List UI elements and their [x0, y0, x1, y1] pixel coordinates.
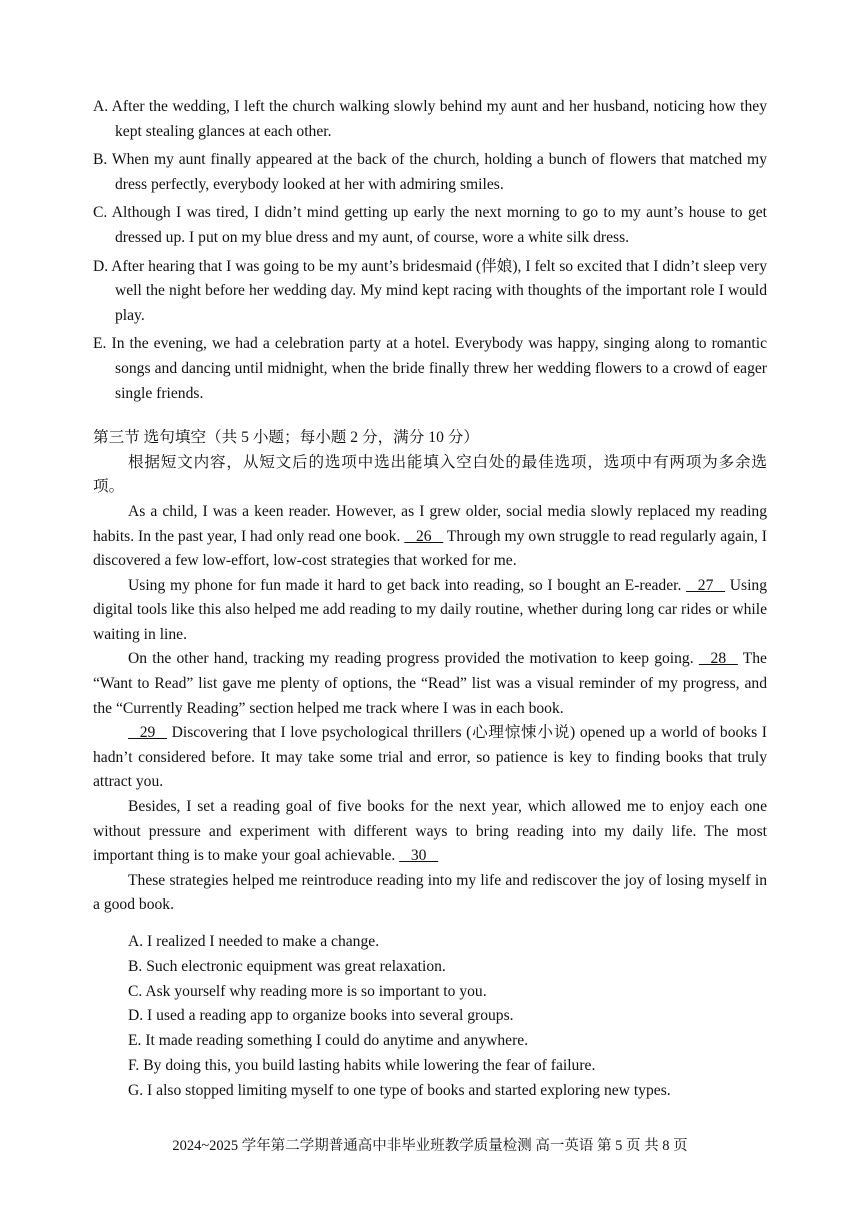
passage-paragraph-2: Using my phone for fun made it hard to get back into reading, so I bought an E-reader. 27 Using digital tools like this also helped me add reading to my daily routine, whether during long car rides or while waiting in line.	[93, 574, 767, 648]
previous-options	[93, 95, 767, 406]
section-instruction: 根据短文内容，从短文后的选项中选出能填入空白处的最佳选项，选项中有两项为多余选项。	[93, 453, 767, 496]
option-f: F. By doing this, you build lasting habits while lowering the fear of failure.	[128, 1056, 596, 1074]
previous-option-e: E. In the evening, we had a celebration party at a hotel. Everybody was happy, singing along to romantic songs and dancing until midnight, when the bride finally threw her wedding flowers to a crowd of eager single friends.	[93, 335, 767, 402]
previous-option-a: A. After the wedding, I left the church walking slowly behind my aunt and her husband, noticing how they kept stealing glances at each other.	[93, 98, 767, 140]
previous-option-c: C. Although I was tired, I didn’t mind getting up early the next morning to go to my aunt’s house to get dressed up. I put on my blue dress and my aunt, of course, wore a white silk dress.	[93, 204, 767, 246]
option-b: B. Such electronic equipment was great relaxation.	[128, 957, 446, 975]
page-content	[93, 95, 767, 1103]
passage-paragraph-4: 29 Discovering that I love psychological thrillers (心理惊悚小说) opened up a world of books I hadn’t considered before. It may take some trial and error, so patience is key to finding books that truly attract you.	[93, 721, 767, 795]
previous-option-d: D. After hearing that I was going to be my aunt’s bridesmaid (伴娘), I felt so excited that I didn’t sleep very well the night before her wedding day. My mind kept racing with thoughts of the important role I would play.	[93, 257, 767, 324]
option-a: A. I realized I needed to make a change.	[128, 933, 380, 950]
option-e: E. It made reading something I could do anytime and anywhere.	[128, 1032, 529, 1050]
passage-paragraph-3: On the other hand, tracking my reading progress provided the motivation to keep going. 28 The “Want to Read” list gave me plenty of options, the “Read” list was a visual reminder of my progress, and the “Currently Reading” section helped me track where I was in each book.	[93, 647, 767, 721]
blank-28: 28	[698, 650, 738, 668]
option-g: G. I also stopped limiting myself to one type of books and started exploring new types.	[128, 1081, 671, 1099]
blank-27: 27	[686, 576, 726, 594]
passage-paragraph-5: Besides, I set a reading goal of five books for the next year, which allowed me to enjoy each one without pressure and experiment with different ways to bring reading into my daily life. The most important thing is to make your goal achievable. 30	[93, 795, 767, 869]
blank-26: 26	[404, 527, 444, 545]
option-c: C. Ask yourself why reading more is so important to you.	[128, 982, 487, 1000]
passage	[93, 500, 767, 918]
answer-options	[93, 930, 767, 1103]
blank-29: 29	[128, 724, 167, 742]
passage-paragraph-6: These strategies helped me reintroduce reading into my life and rediscover the joy of losing myself in a good book.	[93, 871, 767, 914]
page-footer: 2024~2025 学年第二学期普通高中非毕业班教学质量检测 高一英语 第 5 页 共 8 页	[172, 1138, 688, 1154]
option-d: D. I used a reading app to organize books into several groups.	[128, 1007, 514, 1025]
blank-30: 30	[399, 847, 439, 865]
passage-paragraph-1: As a child, I was a keen reader. However, as I grew older, social media slowly replaced my reading habits. In the past year, I had only read one book. 26 Through my own struggle to read regularly again, I discovered a few low-effort, low-cost strategies that worked for me.	[93, 502, 767, 570]
previous-option-b: B. When my aunt finally appeared at the back of the church, holding a bunch of flowers that matched my dress perfectly, everybody looked at her with admiring smiles.	[93, 151, 767, 193]
section-title: 第三节 选句填空（共 5 小题；每小题 2 分，满分 10 分）	[93, 429, 479, 447]
